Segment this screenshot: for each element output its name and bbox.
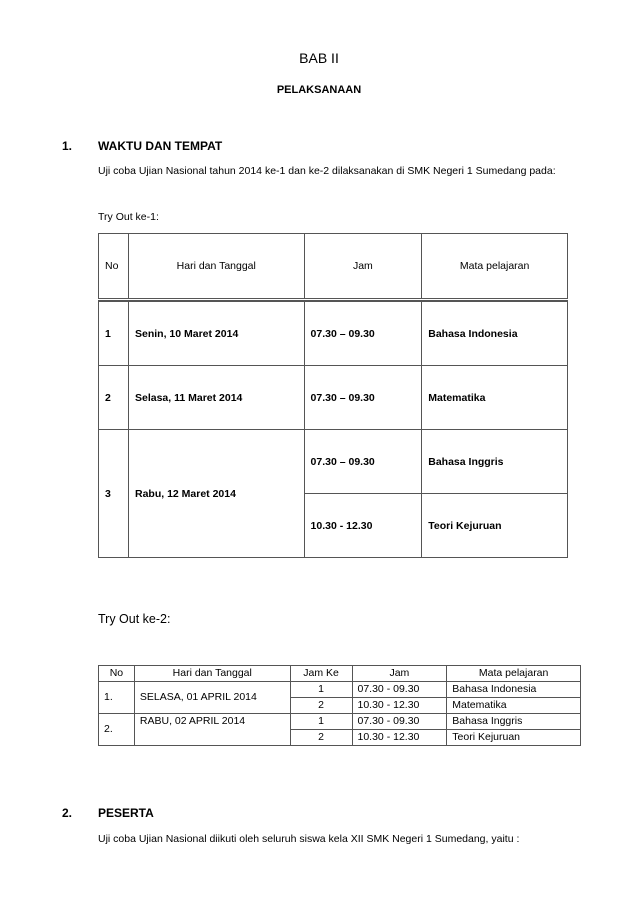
table-row xyxy=(99,430,568,494)
header-date: Hari dan Tanggal xyxy=(128,234,304,300)
cell-time: 07.30 - 09.30 xyxy=(352,682,447,698)
table-row xyxy=(99,366,568,430)
cell-date: SELASA, 01 APRIL 2014 xyxy=(134,682,290,714)
table-row xyxy=(99,302,568,366)
cell-subject: Teori Kejuruan xyxy=(422,494,568,558)
cell-session: 1 xyxy=(290,682,352,698)
chapter-title: BAB II xyxy=(299,50,339,66)
header-session: Jam Ke xyxy=(290,666,352,682)
cell-time: 10.30 - 12.30 xyxy=(352,730,447,746)
cell-subject: Bahasa Indonesia xyxy=(422,302,568,366)
cell-no: 1. xyxy=(99,682,135,714)
section-1-title: WAKTU DAN TEMPAT xyxy=(98,139,223,153)
cell-date: RABU, 02 APRIL 2014 xyxy=(134,714,290,746)
cell-time: 07.30 – 09.30 xyxy=(304,366,422,430)
header-time: Jam xyxy=(304,234,422,300)
tryout-1-table xyxy=(98,233,568,558)
cell-session: 2 xyxy=(290,730,352,746)
cell-date: Senin, 10 Maret 2014 xyxy=(128,302,304,366)
header-subject: Mata pelajaran xyxy=(447,666,581,682)
cell-no: 2. xyxy=(99,714,135,746)
cell-no: 3 xyxy=(99,430,129,558)
cell-no: 2 xyxy=(99,366,129,430)
tryout-1-label: Try Out ke-1: xyxy=(98,211,159,223)
cell-subject: Matematika xyxy=(422,366,568,430)
table-header-row xyxy=(99,234,568,300)
header-date: Hari dan Tanggal xyxy=(134,666,290,682)
cell-session: 1 xyxy=(290,714,352,730)
header-subject: Mata pelajaran xyxy=(422,234,568,300)
section-2-text: Uji coba Ujian Nasional diikuti oleh seluruh siswa kela XII SMK Negeri 1 Sumedang, yaitu : xyxy=(98,833,520,845)
cell-time: 07.30 – 09.30 xyxy=(304,302,422,366)
cell-subject: Bahasa Inggris xyxy=(447,714,581,730)
table-row xyxy=(99,714,581,730)
cell-subject: Matematika xyxy=(447,698,581,714)
section-2-number: 2. xyxy=(62,806,73,820)
cell-session: 2 xyxy=(290,698,352,714)
cell-subject: Bahasa Indonesia xyxy=(447,682,581,698)
tryout-2-label: Try Out ke-2: xyxy=(98,612,171,626)
cell-time: 10.30 - 12.30 xyxy=(352,698,447,714)
section-2-title: PESERTA xyxy=(98,806,154,820)
section-1-intro: Uji coba Ujian Nasional tahun 2014 ke-1 dan ke-2 dilaksanakan di SMK Negeri 1 Sumedang pada: xyxy=(98,165,556,177)
cell-date: Selasa, 11 Maret 2014 xyxy=(128,366,304,430)
header-no: No xyxy=(99,234,129,300)
tryout-2-table xyxy=(98,665,581,746)
cell-date: Rabu, 12 Maret 2014 xyxy=(128,430,304,558)
cell-subject: Teori Kejuruan xyxy=(447,730,581,746)
cell-subject: Bahasa Inggris xyxy=(422,430,568,494)
header-time: Jam xyxy=(352,666,447,682)
cell-time: 10.30 - 12.30 xyxy=(304,494,422,558)
table-row xyxy=(99,682,581,698)
cell-time: 07.30 – 09.30 xyxy=(304,430,422,494)
section-1-number: 1. xyxy=(62,139,73,153)
cell-time: 07.30 - 09.30 xyxy=(352,714,447,730)
table-header-row xyxy=(99,666,581,682)
chapter-subtitle: PELAKSANAAN xyxy=(276,84,362,96)
header-no: No xyxy=(99,666,135,682)
cell-no: 1 xyxy=(99,302,129,366)
